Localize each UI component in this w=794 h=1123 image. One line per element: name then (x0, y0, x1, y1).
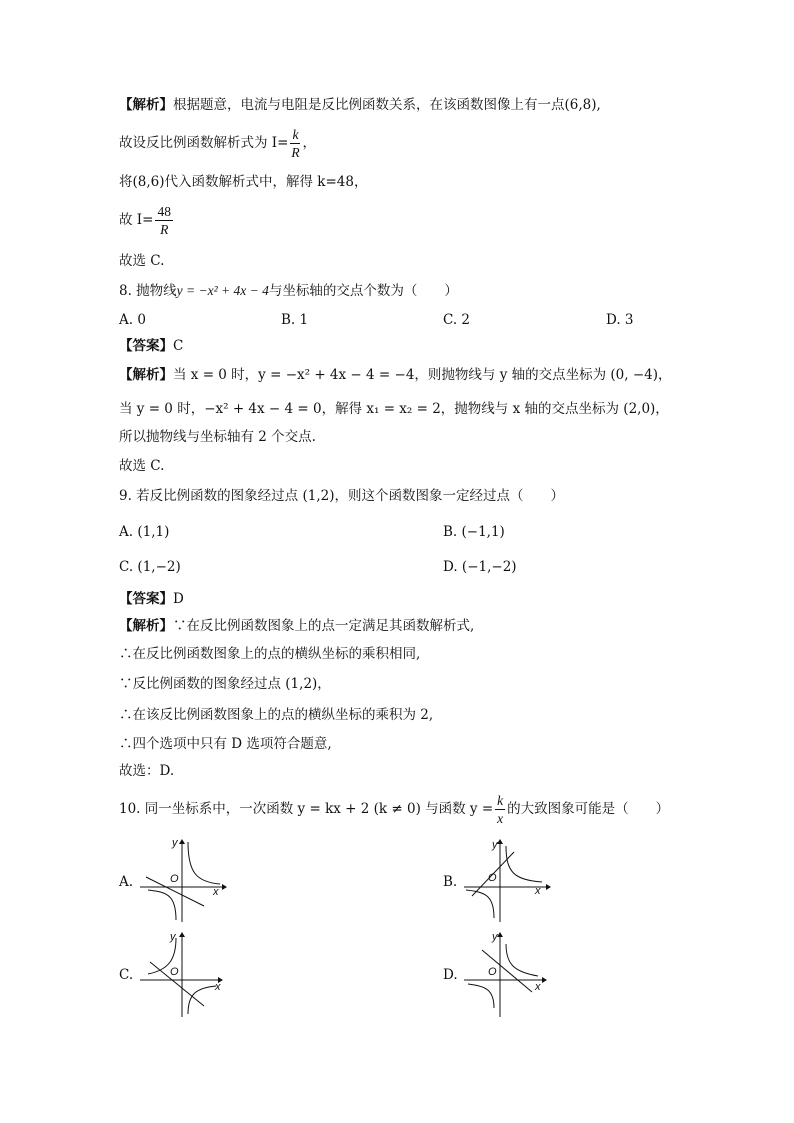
q8-stem (119, 282, 458, 300)
q10-stem-prefix: 10. 同一坐标系中，一次函数 y = kx + 2 (k ≠ 0) 与函数 y = (119, 801, 494, 817)
prev-analysis-line (119, 96, 601, 114)
therefore-prefix: 故 I= (119, 212, 154, 228)
q9-analysis-line4: ∴在该反比例函数图象上的点的横纵坐标的乘积为 2, (119, 707, 434, 723)
q9-option-c: C. (1,−2) (119, 559, 181, 575)
analysis-tag: 【解析】 (119, 367, 173, 383)
q8-analysis-line1 (119, 366, 672, 384)
q9-analysis-line5: ∴四个选项中只有 D 选项符合题意, (119, 736, 332, 752)
x-axis-arrow (546, 884, 551, 890)
q10-option-c-label: C. (119, 967, 134, 983)
graph-d-x-label: x (535, 981, 541, 993)
q10-stem-suffix: 的大致图象可能是（ ） (507, 801, 670, 817)
q8-option-a: A. 0 (119, 312, 146, 328)
hyperbola-branch-lower (148, 890, 176, 920)
prev-therefore-formula (119, 203, 175, 238)
hyperbola-branch-upper (506, 846, 542, 882)
q9-analysis-line3: ∵反比例函数的图象经过点 (1,2)， (119, 676, 331, 692)
analysis-text: ∵在反比例函数图象上的点一定满足其函数解析式, (173, 618, 475, 634)
y-axis-arrow (179, 932, 185, 937)
graph-a-origin: O (170, 873, 179, 885)
answer-tag: 【答案】 (119, 591, 173, 607)
q10-graph-d (462, 930, 552, 1018)
set-formula-prefix: 故设反比例函数解析式为 I= (119, 135, 289, 151)
q8-analysis-line3: 所以抛物线与坐标轴有 2 个交点. (119, 429, 316, 445)
fraction-denominator: x (497, 811, 504, 826)
q10-option-b-label: B. (443, 874, 458, 890)
answer-value: C (173, 338, 184, 354)
q8-analysis-line2: 当 y = 0 时，−x² + 4x − 4 = 0，解得 x₁ = x₂ = 2，抛物线与 x 轴的交点坐标为 (2,0)， (119, 401, 669, 417)
q10-option-d-label: D. (443, 967, 458, 983)
graph-c-x-label: x (215, 981, 221, 993)
q9-option-d: D. (−1,−2) (443, 559, 517, 575)
hyperbola-branch-lower (468, 984, 494, 1008)
q9-analysis-line2: ∴在反比例函数图象上的点的横纵坐标的乘积相同, (119, 646, 421, 662)
q8-choose: 故选 C. (119, 458, 165, 474)
graph-b-x-label: x (535, 885, 541, 897)
q9-answer (119, 590, 184, 608)
q9-option-b: B. (−1,1) (443, 524, 505, 540)
q8-option-b: B. 1 (281, 312, 309, 328)
q9-choose: 故选：D. (119, 763, 175, 779)
graph-a-y-label: y (172, 837, 178, 849)
analysis-tag: 【解析】 (119, 97, 173, 113)
q10-graph-a (138, 838, 228, 923)
fraction-48-over-r (155, 203, 173, 238)
fraction-denominator: R (160, 222, 169, 237)
prev-choose: 故选 C. (119, 253, 165, 269)
q8-stem-suffix: 与坐标轴的交点个数为（ ） (268, 283, 458, 299)
graph-a-x-label: x (213, 886, 219, 898)
prev-substitute: 将(8,6)代入函数解析式中，解得 k=48， (119, 174, 368, 190)
q10-option-a-label: A. (119, 874, 134, 890)
fraction-numerator: k (292, 127, 299, 142)
q9-analysis-line1 (119, 617, 474, 635)
answer-value: D (173, 591, 184, 607)
q8-option-d: D. 3 (606, 312, 634, 328)
q10-graph-b (462, 838, 552, 923)
set-formula-suffix: ， (302, 135, 316, 151)
x-axis-arrow (542, 977, 547, 983)
fraction-numerator: 48 (157, 204, 171, 219)
hyperbola-branch-lower-right (188, 986, 216, 1014)
graph-b-origin: O (488, 872, 497, 884)
q10-graph-c (138, 930, 228, 1018)
q8-option-c: C. 2 (443, 312, 471, 328)
hyperbola-branch-lower (466, 890, 494, 918)
graph-b-y-label: y (492, 839, 498, 851)
fraction-k-over-r (290, 126, 300, 161)
fraction-k-over-x (495, 792, 505, 827)
fraction-denominator: R (291, 145, 300, 160)
graph-c-origin: O (170, 966, 179, 978)
q9-option-a: A. (1,1) (119, 524, 170, 540)
q8-stem-prefix: 8. 抛物线 (119, 283, 177, 299)
hyperbola-branch-upper (188, 842, 220, 884)
answer-tag: 【答案】 (119, 338, 173, 354)
y-axis-arrow (179, 839, 185, 844)
fraction-numerator: k (497, 793, 504, 808)
analysis-tag: 【解析】 (119, 618, 173, 634)
q10-stem (119, 792, 669, 827)
graph-d-origin: O (488, 966, 497, 978)
prev-set-formula (119, 126, 316, 161)
q8-stem-math: y = −x² + 4x − 4 (176, 283, 269, 298)
hyperbola-branch-upper (506, 944, 538, 976)
graph-c-y-label: y (170, 931, 176, 943)
analysis-text: 根据题意，电流与电阻是反比例函数关系，在该函数图像上有一点(6,8), (173, 97, 601, 113)
q8-answer (119, 337, 183, 355)
x-axis-arrow (222, 884, 227, 890)
graph-d-y-label: y (492, 931, 498, 943)
analysis-text: 当 x = 0 时，y = −x² + 4x − 4 = −4，则抛物线与 y 轴的交点坐标为 (0, −4)， (173, 367, 672, 383)
q9-stem: 9. 若反比例函数的图象经过点 (1,2)，则这个函数图象一定经过点（ ） (119, 488, 564, 504)
